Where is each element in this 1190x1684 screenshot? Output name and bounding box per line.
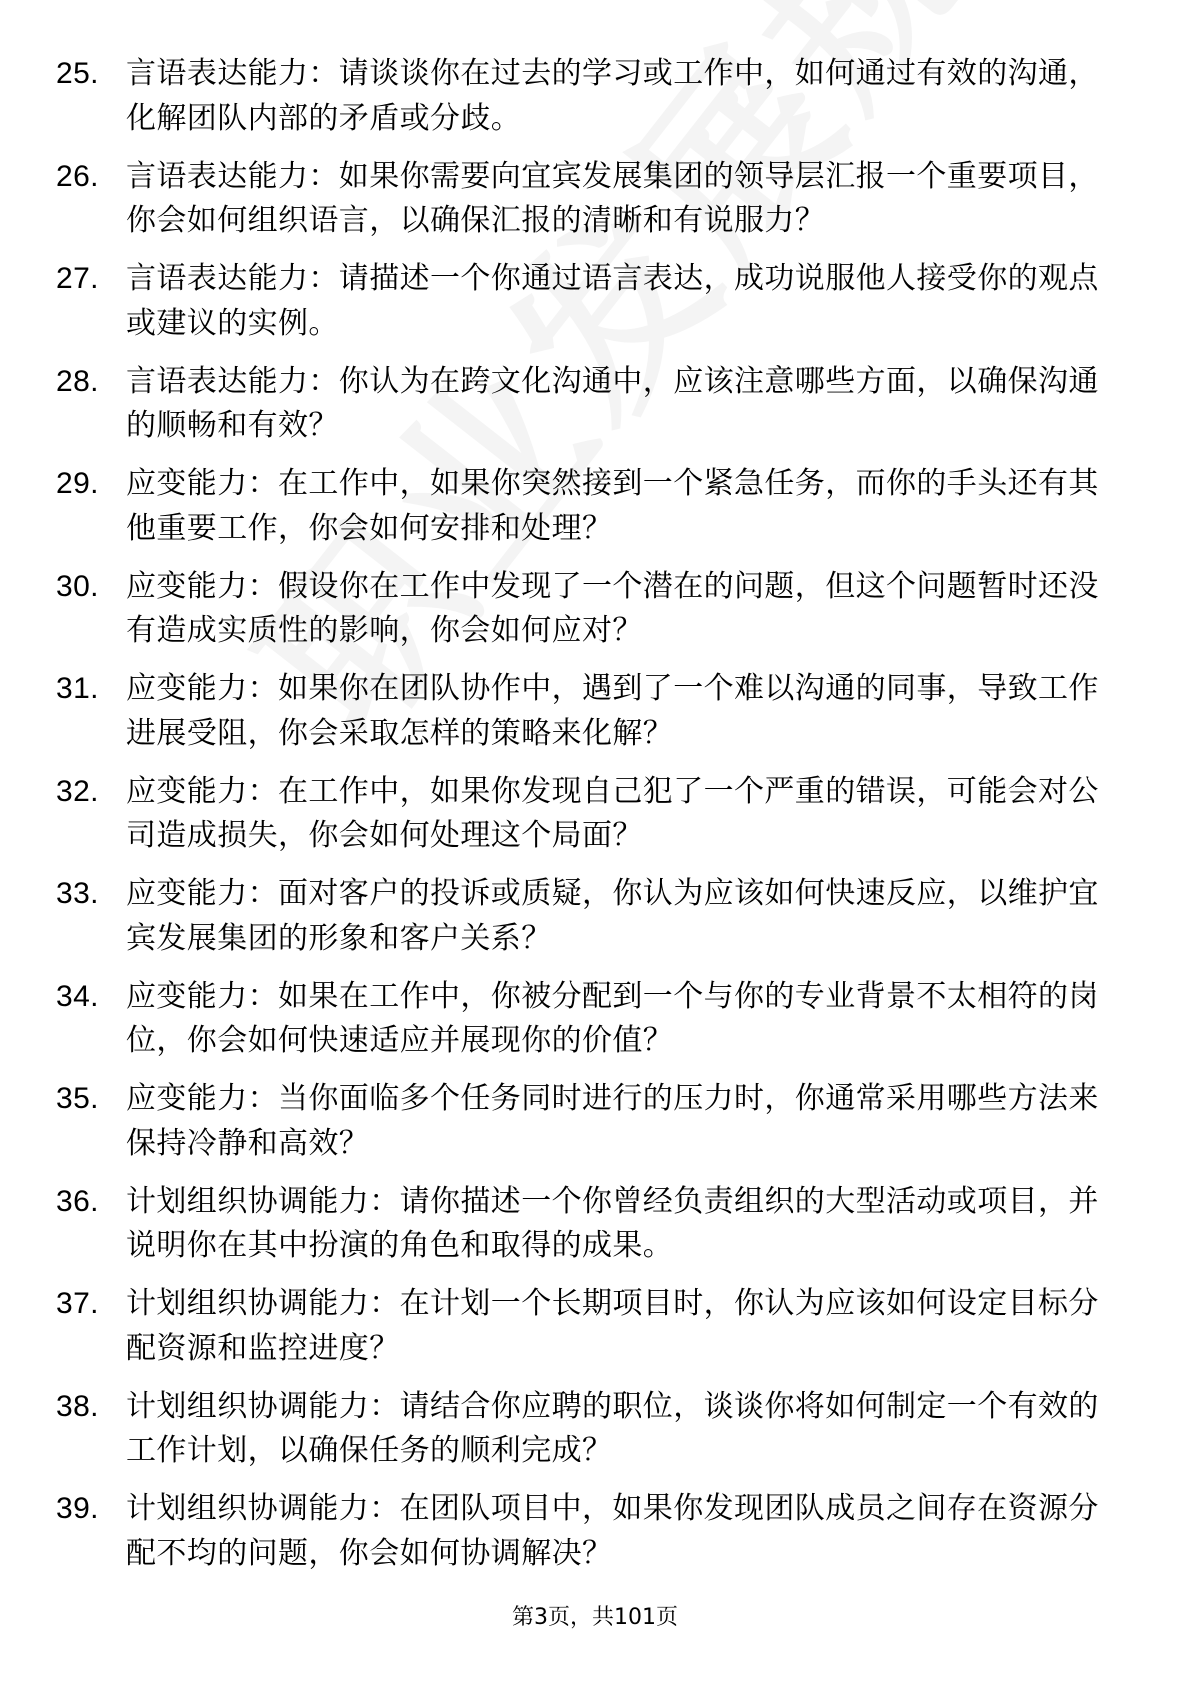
question-number: 36. (56, 1184, 99, 1218)
question-item (56, 360, 1116, 449)
question-item (56, 155, 1116, 244)
question-number: 37. (56, 1287, 99, 1320)
question-text: 计划组织协调能力：请你描述一个你曾经负责组织的大型活动或项目，并说明你在其中扮演的角色和取得的成果。 (126, 1183, 1099, 1263)
question-number: 33. (56, 877, 99, 910)
question-text: 计划组织协调能力：在计划一个长期项目时，你认为应该如何设定目标分配资源和监控进度？ (126, 1286, 1099, 1366)
question-text: 言语表达能力：如果你需要向宜宾发展集团的领导层汇报一个重要项目，你会如何组织语言，以确保汇报的清晰和有说服力？ (126, 158, 1099, 238)
question-text: 应变能力：在工作中，如果你突然接到一个紧急任务，而你的手头还有其他重要工作，你会如何安排和处理？ (126, 466, 1099, 546)
question-number: 30. (56, 569, 99, 603)
question-text: 言语表达能力：你认为在跨文化沟通中，应该注意哪些方面，以确保沟通的顺畅和有效？ (126, 363, 1099, 443)
question-text: 应变能力：在工作中，如果你发现自己犯了一个严重的错误，可能会对公司造成损失，你会如何处理这个局面？ (126, 773, 1099, 853)
question-text: 应变能力：如果在工作中，你被分配到一个与你的专业背景不太相符的岗位，你会如何快速适应并展现你的价值？ (126, 978, 1099, 1058)
question-text: 计划组织协调能力：在团队项目中，如果你发现团队成员之间存在资源分配不均的问题，你会如何协调解决？ (126, 1491, 1099, 1571)
question-text: 应变能力：当你面临多个任务同时进行的压力时，你通常采用哪些方法来保持冷静和高效？ (126, 1081, 1099, 1161)
question-text: 言语表达能力：请谈谈你在过去的学习或工作中，如何通过有效的沟通，化解团队内部的矛盾或分歧。 (126, 56, 1099, 136)
question-number: 39. (56, 1492, 99, 1525)
question-text: 应变能力：假设你在工作中发现了一个潜在的问题，但这个问题暂时还没有造成实质性的影响，你会如何应对？ (126, 568, 1099, 648)
question-item (56, 667, 1116, 756)
question-item (56, 1282, 1116, 1371)
question-item (56, 770, 1116, 859)
question-number: 28. (56, 364, 99, 398)
question-item (56, 257, 1116, 346)
page-number-footer: 第3页，共101页 (512, 1605, 678, 1630)
question-text: 言语表达能力：请描述一个你通过语言表达，成功说服他人接受你的观点或建议的实例。 (126, 261, 1099, 341)
question-number: 32. (56, 774, 99, 808)
question-text: 计划组织协调能力：请结合你应聘的职位，谈谈你将如何制定一个有效的工作计划，以确保任务的顺利完成？ (126, 1388, 1099, 1468)
question-item (56, 1077, 1116, 1166)
question-number: 35. (56, 1082, 99, 1115)
question-number: 34. (56, 979, 99, 1013)
question-item (56, 975, 1116, 1064)
question-number: 29. (56, 467, 99, 500)
question-item (56, 52, 1116, 141)
question-item (56, 565, 1116, 654)
question-item (56, 1385, 1116, 1474)
question-number: 27. (56, 262, 99, 295)
question-text: 应变能力：面对客户的投诉或质疑，你认为应该如何快速反应，以维护宜宾发展集团的形象和客户关系？ (126, 876, 1099, 956)
question-number: 25. (56, 57, 99, 90)
question-item (56, 462, 1116, 551)
question-number: 31. (56, 672, 99, 705)
question-number: 26. (56, 159, 99, 193)
question-number: 38. (56, 1389, 99, 1423)
question-text: 应变能力：如果你在团队协作中，遇到了一个难以沟通的同事，导致工作进展受阻，你会采取怎样的策略来化解？ (126, 671, 1099, 751)
question-list (56, 52, 1116, 1590)
question-item (56, 1180, 1116, 1269)
question-item (56, 1487, 1116, 1576)
question-item (56, 872, 1116, 961)
